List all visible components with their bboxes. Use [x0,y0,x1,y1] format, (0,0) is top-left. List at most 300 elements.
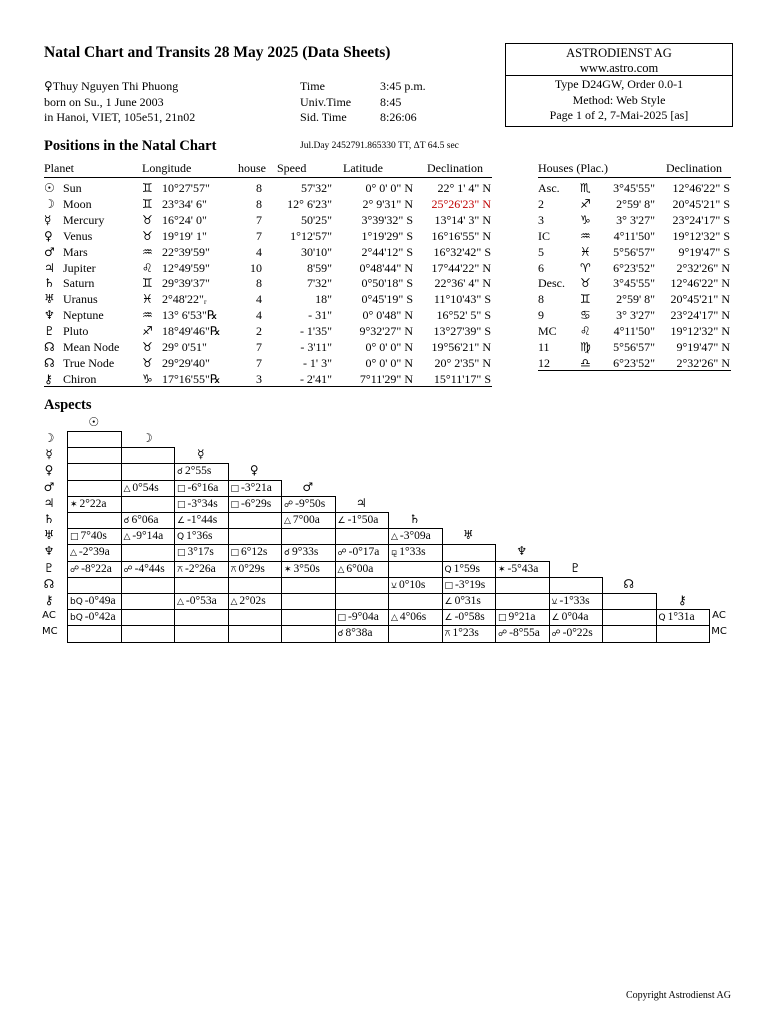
zodiac-sign-icon: ♒ [580,228,591,243]
aspect-orb: -5°43a [507,562,539,575]
sid-time-label: Sid. Time [300,110,347,124]
planet-latitude: 0° 0' 0" N [365,340,413,354]
planet-longitude: 19°19' 1" [162,228,207,243]
aspect-cell [228,528,283,545]
aspect-symbol-icon: ⚻ [444,629,451,640]
aspect-symbol-icon: △ [123,483,131,494]
planet-name: True Node [63,355,115,370]
aspect-orb: 7°00a [292,514,320,526]
zodiac-sign-icon: ♉ [142,340,153,354]
planet-declination: 15°11'17" S [433,371,491,386]
aspect-cell [442,625,497,642]
aspect-cell [67,593,122,610]
zodiac-sign-icon: ♏ [580,181,591,195]
aspect-cell [121,577,176,594]
aspect-cell [335,544,390,561]
aspect-symbol-icon: △ [337,564,345,575]
planet-name: Moon [63,196,92,211]
aspect-orb: 3°17s [187,546,214,559]
aspect-orb: -0°49a [84,595,116,607]
aspect-cell [656,609,711,626]
aspect-orb: -1°44s [187,514,218,526]
zodiac-sign-icon: ♒ [142,244,153,259]
aspect-cell [228,593,283,610]
aspect-cell [174,561,229,578]
house-longitude: 3° 3'27" [616,308,655,323]
planet-declination: 16°16'55" N [431,228,491,243]
aspect-symbol-icon: △ [230,597,238,607]
aspect-symbol-icon: ⚻ [230,564,237,575]
zodiac-sign-icon: ♎ [580,355,591,370]
copyright: Copyright Astrodienst AG [625,990,731,1001]
zodiac-sign-icon: ♍ [580,340,591,354]
aspect-cell [281,609,336,626]
aspect-symbol-icon: □ [444,580,454,591]
aspect-cell [442,609,497,626]
planet-latitude: 0° 0' 0" N [365,181,413,195]
aspect-orb: 0°54s [132,481,159,494]
aspect-cell [174,496,229,513]
planet-name: Jupiter [63,260,96,275]
house-declination: 12°46'22" N [670,276,730,291]
houses-header-rule [538,177,731,178]
planet-house: 7 [256,212,262,227]
houses-bottom-rule [538,370,731,371]
house-name: 11 [538,340,550,354]
aspect-orb: 2°22a [79,497,107,510]
house-name: MC [538,324,557,339]
aspect-symbol-icon: ∠ [551,613,560,624]
planet-name: Venus [63,228,93,243]
aspect-col-label: ♃ [355,495,367,510]
planet-name: Mean Node [63,340,120,354]
aspect-cell [549,577,604,594]
aspect-row-label: ♇ [43,560,55,575]
aspect-symbol-icon: □ [230,499,240,510]
col-house-declination: Declination [666,161,722,175]
aspect-cell [174,625,229,642]
house-name: Desc. [538,276,565,291]
planet-declination: 20° 2'35" N [434,355,491,370]
planet-house: 10 [250,260,262,275]
aspect-symbol-icon: △ [70,548,77,559]
aspect-orb: -8°22a [81,562,112,575]
aspect-cell [121,512,176,529]
aspect-cell [121,496,176,513]
aspect-symbol-icon: △ [284,516,291,526]
col-latitude: Latitude [343,161,383,175]
aspect-cell [281,561,336,578]
planet-speed: - 31" [308,308,332,323]
aspect-row-label: ☊ [43,576,55,591]
aspect-cell [228,561,283,578]
aspect-symbol-icon: ✶ [498,564,506,575]
aspect-symbol-icon: ☍ [123,564,133,575]
aspect-cell [335,577,390,594]
aspect-symbol-icon: □ [177,548,186,559]
aspect-cell [121,625,176,642]
planet-declination: 16°32'42" S [433,244,491,259]
aspect-cell [228,496,283,513]
aspect-orb: 0°29s [238,562,265,575]
aspect-orb: 2°02s [239,595,266,607]
aspect-symbol-icon: □ [177,483,186,494]
aspect-orb: -0°42a [84,611,116,624]
planet-latitude: 0° 0' 0" N [365,355,413,370]
planet-longitude: 29° 0'51" [162,340,207,354]
planet-speed: 12° 6'23" [287,196,332,211]
aspect-orb: -1°33s [559,595,590,607]
aspect-symbol-icon: ☌ [337,629,344,640]
planet-declination: 19°56'21" N [431,340,491,354]
aspect-orb: -8°55a [509,627,540,640]
planet-icon: ♇ [44,324,55,339]
aspect-col-label: ☿ [197,447,205,462]
planet-house: 8 [256,181,262,195]
planet-house: 2 [256,324,262,339]
planet-declination: 22°36' 4" N [434,276,491,291]
aspect-orb: -9°50s [295,497,326,510]
chart-method: Method: Web Style [572,92,666,107]
aspect-cell [121,609,176,626]
planet-longitude: 29°39'37" [162,276,210,291]
planet-name: Sun [63,181,82,195]
planet-declination: 16°52' 5" S [436,308,491,323]
house-longitude: 2°59' 8" [616,196,655,211]
positions-header-rule [44,177,492,178]
aspect-orb: -3°09a [399,530,431,543]
aspect-cell [174,528,229,545]
aspect-row-label: ♀ [44,463,54,478]
house-declination: 2°32'26" N [676,260,730,275]
aspect-cell [495,561,550,578]
aspect-symbol-icon: △ [177,597,184,607]
aspect-orb: 1°59s [453,562,480,575]
aspect-orb: 0°31s [454,595,481,607]
aspect-row-label-right: AC [712,610,726,622]
aspect-cell [388,544,443,561]
col-house: house [238,161,266,175]
planet-icon: ♅ [44,292,55,307]
house-longitude: 6°23'52" [613,355,655,370]
planet-latitude: 1°19'29" S [361,228,413,243]
aspect-orb: -9°04a [348,611,379,624]
positions-heading: Positions in the Natal Chart [44,138,217,154]
univ-time-value: 8:45 [380,95,402,109]
aspect-col-label: ♀ [249,463,259,478]
aspect-orb: -3°34s [187,497,218,510]
aspect-symbol-icon: □ [70,532,79,543]
aspect-cell [495,577,550,594]
planet-house: 4 [256,308,262,323]
zodiac-sign-icon: ♊ [580,292,591,307]
zodiac-sign-icon: ♐ [142,324,153,339]
aspect-cell [174,544,229,561]
aspect-orb: 8°38a [345,627,373,640]
house-name: 9 [538,308,544,323]
planet-house: 8 [256,196,262,211]
aspect-cell [67,528,122,545]
aspect-symbol-icon: ∠ [444,613,453,624]
aspect-cell [67,561,122,578]
planet-longitude: 10°27'57" [162,181,210,195]
house-longitude: 3°45'55" [613,181,655,195]
aspect-cell [174,609,229,626]
aspect-orb: 9°21a [508,611,536,624]
aspect-cell [549,609,604,626]
aspect-cell [281,496,336,513]
planet-name: Mars [63,244,88,259]
aspect-orb: 7°40s [80,530,107,543]
aspect-row-label: ♄ [43,512,55,526]
zodiac-sign-icon: ♊ [142,181,153,195]
planet-name: Pluto [63,324,89,339]
aspect-symbol-icon: bQ [70,613,83,624]
aspect-cell [495,625,550,642]
aspect-cell [174,463,229,480]
positions-bottom-rule [44,386,492,387]
planet-icon: ☿ [44,212,52,227]
planet-latitude: 0°50'18" S [361,276,413,291]
planet-longitude: 23°34' 6" [162,196,207,211]
planet-house: 7 [256,340,262,354]
planet-icon: ☉ [44,181,55,195]
time-label: Time [300,79,325,93]
aspect-orb: 2°55s [185,465,212,478]
zodiac-sign-icon: ♊ [142,276,153,291]
planet-name: Uranus [63,292,98,307]
aspect-orb: -1°50a [347,514,379,526]
aspect-row-label: ♂ [43,479,55,494]
aspect-cell [281,593,336,610]
aspect-symbol-icon: Q [658,613,666,624]
aspect-symbol-icon: ☍ [70,564,80,575]
planet-speed: 18" [315,292,332,307]
planet-speed: 30'10" [300,244,332,259]
aspect-symbol-icon: □ [177,499,186,510]
aspect-col-label: ♂ [302,479,314,494]
planet-speed: 57'32" [300,181,332,195]
house-declination: 23°24'17" N [670,308,730,323]
aspect-orb: 1°31a [667,611,695,624]
aspect-cell [174,480,229,497]
univ-time-label: Univ.Time [300,95,352,109]
planet-longitude: 12°49'59" [162,260,210,275]
zodiac-sign-icon: ♓ [142,292,153,307]
aspect-col-label: ⚷ [677,593,687,607]
aspect-cell [388,528,443,545]
planet-icon: ♀ [44,228,53,243]
aspect-symbol-icon: ✶ [284,564,292,575]
aspect-cell [442,577,497,594]
aspect-cell [121,463,176,480]
aspect-cell [67,625,122,642]
aspect-symbol-icon: ⚼ [391,548,398,559]
house-declination: 19°12'32" N [670,324,730,339]
house-name: 3 [538,212,544,227]
aspect-orb: 1°36s [186,530,213,543]
aspect-cell [67,577,122,594]
aspect-col-label: ♇ [569,560,581,575]
aspect-symbol-icon: ⚺ [551,597,558,607]
aspect-cell [442,593,497,610]
zodiac-sign-icon: ♉ [142,228,153,243]
aspect-cell [121,480,176,497]
planet-speed: - 1'35" [299,324,332,339]
aspect-orb: -9°14a [132,530,164,543]
col-longitude: Longitude [142,161,192,175]
planet-declination: 13°14' 3" N [434,212,491,227]
planet-speed: - 2'41" [299,371,332,386]
planet-latitude: 2° 9'31" N [362,196,413,211]
planet-latitude: 9°32'27" N [359,324,413,339]
aspect-symbol-icon: ☌ [284,548,291,559]
aspect-orb: -6°16a [187,481,219,494]
aspect-cell [388,577,443,594]
planet-latitude: 7°11'29" N [359,371,413,386]
planet-house: 7 [256,355,262,370]
aspect-symbol-icon: ✶ [70,499,78,510]
aspect-cell [67,447,122,464]
planet-longitude: 16°24' 0" [162,212,207,227]
house-longitude: 2°59' 8" [616,292,655,307]
aspect-cell [121,561,176,578]
aspect-cell [442,561,497,578]
aspect-orb: -3°21a [241,481,272,494]
house-longitude: 3°45'55" [613,276,655,291]
aspect-cell [121,544,176,561]
zodiac-sign-icon: ♓ [580,244,591,259]
house-name: 6 [538,260,544,275]
aspect-row-label: ☿ [45,447,53,462]
aspect-symbol-icon: ⚺ [391,580,397,591]
planet-speed: - 3'11" [300,340,332,354]
aspect-row-label: MC [42,626,58,638]
birth-date: born on Su., 1 June 2003 [44,95,164,109]
planet-latitude: 0° 0'48" N [362,308,413,323]
aspect-col-label: ☽ [141,431,153,445]
aspect-cell [656,625,711,642]
house-declination: 19°12'32" S [672,228,730,243]
aspect-cell [174,593,229,610]
zodiac-sign-icon: ♋ [580,308,591,323]
aspect-cell [335,512,390,529]
venus-icon: ♀ [44,79,53,93]
aspects-heading: Aspects [44,397,92,413]
house-longitude: 6°23'52" [613,260,655,275]
planet-house: 3 [256,371,262,386]
aspect-orb: 1°23s [452,627,479,640]
aspect-cell [67,431,122,448]
aspect-cell [281,577,336,594]
house-name: 8 [538,292,544,307]
house-declination: 23°24'17" S [672,212,730,227]
planet-declination: 22° 1' 4" N [437,181,491,195]
aspect-orb: 6°06a [131,514,159,526]
page-info: Page 1 of 2, 7-Mai-2025 [as] [549,108,689,122]
aspect-cell [281,625,336,642]
planet-declination: 13°27'39" S [433,324,491,339]
planet-house: 4 [256,244,262,259]
aspect-symbol-icon: □ [498,613,507,624]
aspect-cell [67,480,122,497]
aspect-cell [228,609,283,626]
aspect-symbol-icon: ∠ [337,516,346,526]
aspect-cell [388,561,443,578]
house-declination: 2°32'26" N [676,355,730,370]
zodiac-sign-icon: ♑ [142,371,153,386]
aspect-cell [67,544,122,561]
planet-longitude: 17°16'55"℞ [162,371,221,386]
aspect-cell [228,577,283,594]
aspect-cell [174,577,229,594]
aspect-row-label: AC [42,610,56,622]
aspect-orb: -3°19s [455,578,486,591]
aspect-symbol-icon: ☍ [284,499,294,510]
aspect-row-label: ♅ [43,528,55,543]
aspect-orb: -2°26a [185,562,216,575]
house-longitude: 5°56'57" [613,340,655,354]
house-name: IC [538,228,550,243]
aspect-cell [335,561,390,578]
julian-day: Jul.Day 2452791.865330 TT, ΔT 64.5 sec [300,141,459,151]
aspect-orb: -4°44s [134,562,165,575]
aspect-cell [67,496,122,513]
company-name: ASTRODIENST AG [566,46,672,60]
aspect-cell [228,512,283,529]
company-block [506,44,732,76]
planet-name: Chiron [63,371,97,386]
house-name: Asc. [538,181,560,195]
person-name: Thuy Nguyen Thi Phuong [52,79,179,93]
aspect-col-label: ♆ [516,544,528,559]
planet-speed: - 1' 3" [302,355,332,370]
aspect-symbol-icon: Q [177,532,185,543]
aspect-orb: 3°50s [293,562,320,575]
person-name-line [44,78,178,94]
zodiac-sign-icon: ♊ [142,196,153,211]
planet-icon: ☽ [44,196,55,211]
aspect-symbol-icon: △ [123,532,131,543]
aspect-cell [602,593,657,610]
aspect-cell [335,593,390,610]
chart-type: Type D24GW, Order 0.0-1 [554,77,684,91]
planet-name: Mercury [63,212,105,227]
zodiac-sign-icon: ♒ [142,308,153,323]
col-speed: Speed [277,161,307,175]
aspect-orb: -0°58s [454,611,485,624]
aspect-symbol-icon: △ [391,532,398,543]
planet-longitude: 18°49'46"℞ [162,324,221,339]
aspect-orb: -0°17a [348,546,380,559]
house-name: 2 [538,196,544,211]
planet-speed: 1°12'57" [290,228,332,243]
company-url[interactable]: www.astro.com [579,61,659,75]
aspect-cell [228,480,283,497]
aspect-orb: 9°33s [292,546,319,559]
aspect-cell [335,625,390,642]
aspect-cell [442,544,497,561]
aspect-symbol-icon: ☍ [337,548,347,559]
aspect-symbol-icon: □ [337,613,347,624]
planet-icon: ♂ [44,244,55,259]
aspect-orb: 6°12s [241,546,268,559]
planet-speed: 8'59" [306,260,332,275]
aspect-cell [388,625,443,642]
planet-icon: ☊ [44,340,55,354]
aspect-symbol-icon: ∠ [177,516,186,526]
zodiac-sign-icon: ♉ [142,355,153,370]
